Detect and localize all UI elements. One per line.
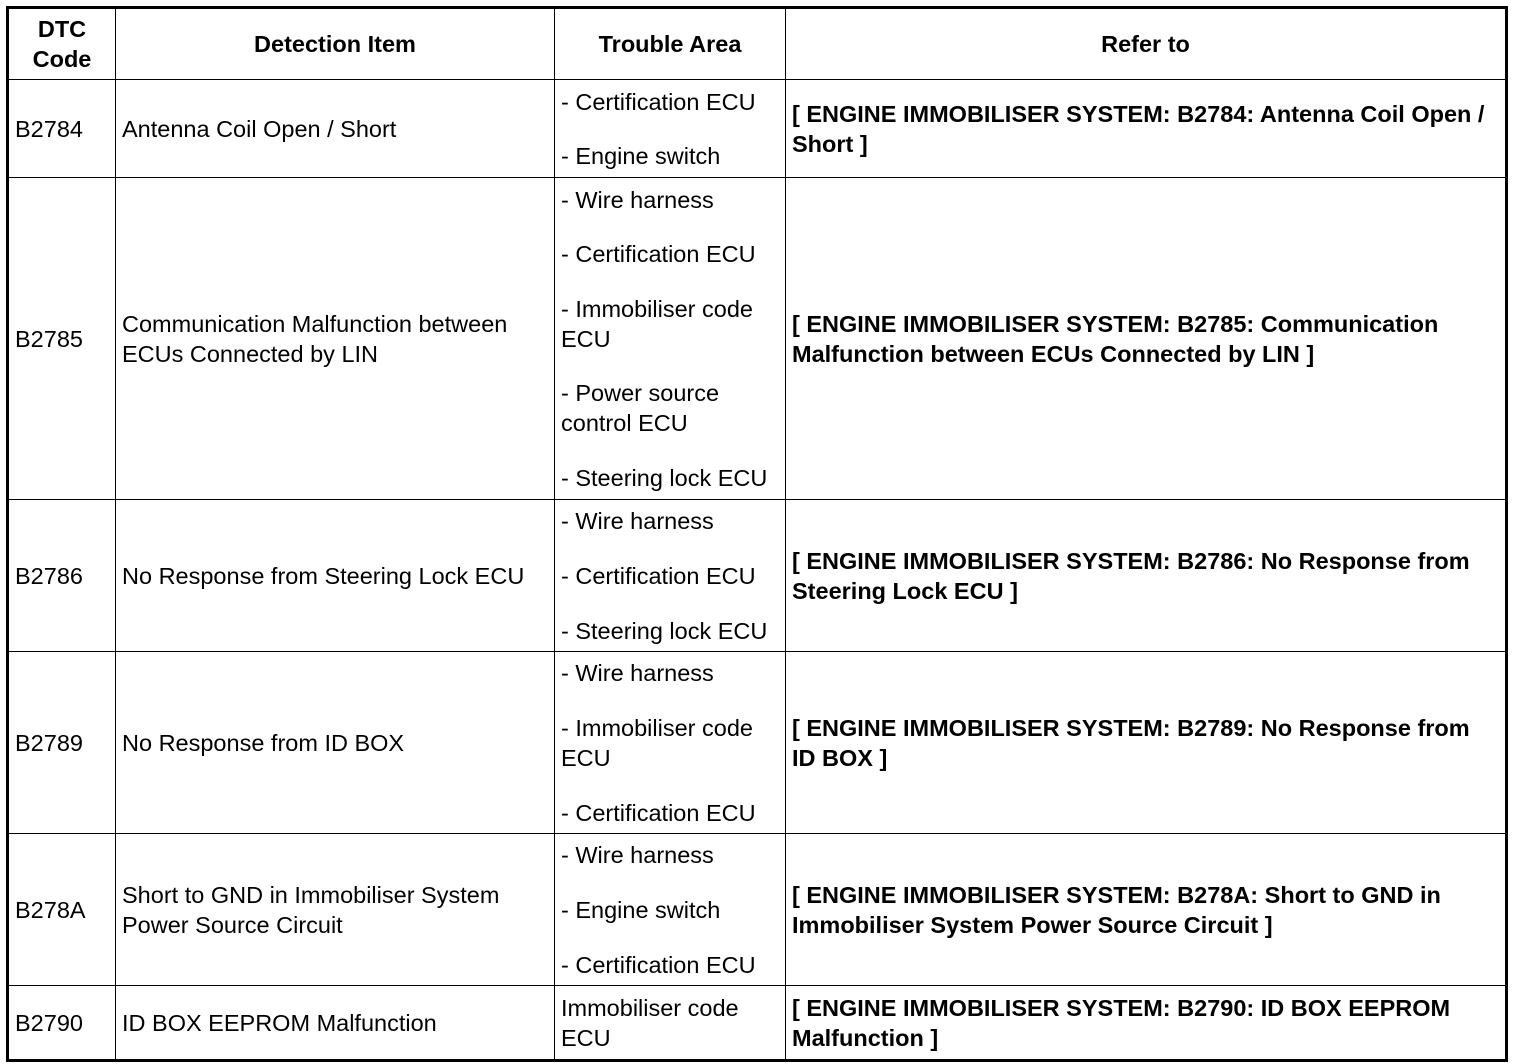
dtc-code: B278A	[8, 834, 116, 986]
refer-link[interactable]: [ ENGINE IMMOBILISER SYSTEM: B2789: No Response from ID BOX ]	[786, 652, 1507, 834]
table-row	[8, 652, 1507, 834]
header-dtc-code: DTC Code	[8, 8, 116, 80]
refer-link[interactable]: [ ENGINE IMMOBILISER SYSTEM: B2786: No Response from Steering Lock ECU ]	[786, 500, 1507, 652]
detection-item: No Response from Steering Lock ECU	[116, 500, 555, 652]
trouble-area	[555, 80, 786, 178]
trouble-area-item: - Wire harness	[561, 186, 714, 213]
trouble-area-item: - Wire harness	[561, 507, 714, 534]
detection-item: ID BOX EEPROM Malfunction	[116, 986, 555, 1061]
table-row	[8, 500, 1507, 652]
trouble-area-item: Immobiliser code ECU	[561, 994, 739, 1051]
detection-item: Communication Malfunction between ECUs Connected by LIN	[116, 178, 555, 500]
dtc-code: B2786	[8, 500, 116, 652]
trouble-area-item: - Steering lock ECU	[561, 464, 768, 491]
trouble-area	[555, 652, 786, 834]
dtc-code: B2784	[8, 80, 116, 178]
dtc-code: B2785	[8, 178, 116, 500]
table-row	[8, 80, 1507, 178]
trouble-area-item: - Power source control ECU	[561, 380, 720, 436]
header-row	[8, 8, 1507, 80]
trouble-area-item: - Certification ECU	[561, 562, 756, 589]
trouble-area-item: - Immobiliser code ECU	[561, 295, 753, 352]
refer-link[interactable]: [ ENGINE IMMOBILISER SYSTEM: B278A: Short to GND in Immobiliser System Power Source Circuit ]	[786, 834, 1507, 986]
dtc-table	[6, 6, 1508, 1062]
table-row	[8, 834, 1507, 986]
trouble-area-item: - Immobiliser code ECU	[561, 714, 753, 771]
refer-link[interactable]: [ ENGINE IMMOBILISER SYSTEM: B2785: Communication Malfunction between ECUs Connected by LIN ]	[786, 178, 1507, 500]
trouble-area	[555, 834, 786, 986]
header-detection-item: Detection Item	[116, 8, 555, 80]
trouble-area	[555, 178, 786, 500]
detection-item: Short to GND in Immobiliser System Power Source Circuit	[116, 834, 555, 986]
trouble-area-item: - Certification ECU	[561, 951, 756, 978]
trouble-area	[555, 986, 786, 1061]
trouble-area-item: - Certification ECU	[561, 799, 756, 826]
detection-item: Antenna Coil Open / Short	[116, 80, 555, 178]
trouble-area	[555, 500, 786, 652]
trouble-area-item: - Engine switch	[561, 142, 721, 169]
refer-link[interactable]: [ ENGINE IMMOBILISER SYSTEM: B2790: ID BOX EEPROM Malfunction ]	[786, 986, 1507, 1061]
header-refer-to: Refer to	[786, 8, 1507, 80]
trouble-area-item: - Wire harness	[561, 659, 714, 686]
table-row	[8, 986, 1507, 1061]
trouble-area-item: - Steering lock ECU	[561, 617, 768, 644]
header-trouble-area: Trouble Area	[555, 8, 786, 80]
refer-link[interactable]: [ ENGINE IMMOBILISER SYSTEM: B2784: Antenna Coil Open / Short ]	[786, 80, 1507, 178]
table-row	[8, 178, 1507, 500]
trouble-area-item: - Certification ECU	[561, 88, 756, 115]
detection-item: No Response from ID BOX	[116, 652, 555, 834]
trouble-area-item: - Engine switch	[561, 896, 721, 923]
dtc-code: B2789	[8, 652, 116, 834]
dtc-code: B2790	[8, 986, 116, 1061]
trouble-area-item: - Wire harness	[561, 841, 714, 868]
trouble-area-item: - Certification ECU	[561, 241, 756, 267]
